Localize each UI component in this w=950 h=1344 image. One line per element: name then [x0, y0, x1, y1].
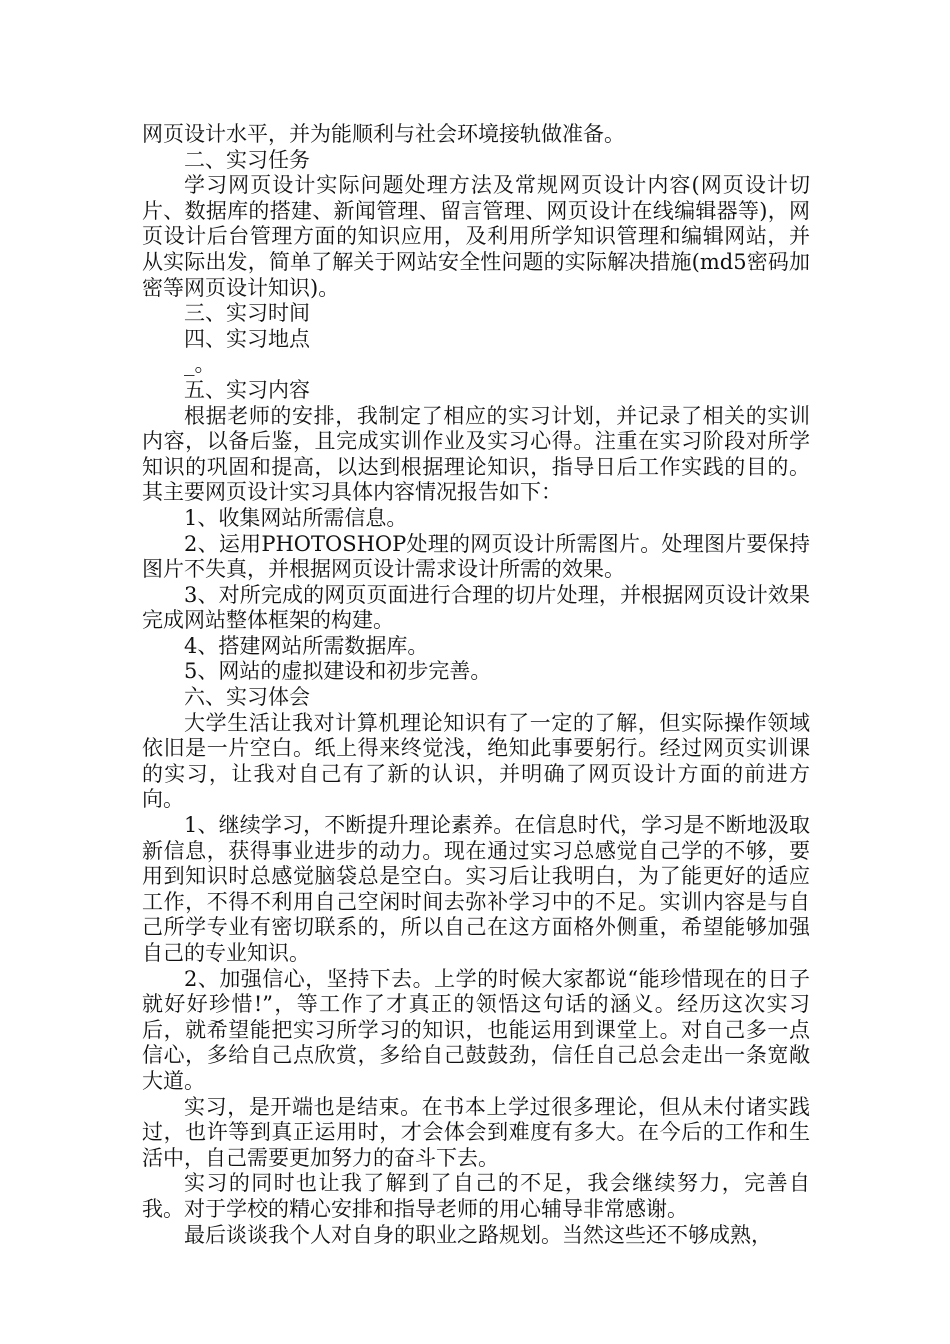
- list-item-1: 1、收集网站所需信息。: [184, 505, 408, 530]
- paragraph-content: 根据老师的安排，我制定了相应的实习计划，并记录了相关的实训内容，以备后鉴，且完成实训作业及实习心得。注重在实习阶段对所学知识的巩固和提高，以达到根据理论知识，指导日后工作实践的目的。其主要网页设计实习具体内容情况报告如下：: [142, 403, 810, 505]
- list-item-2: 2、运用PHOTOSHOP处理的网页设计所需图片。处理图片要保持图片不失真，并根据网页设计需求设计所需的效果。: [142, 531, 810, 582]
- paragraph-task: 学习网页设计实际问题处理方法及常规网页设计内容(网页设计切片、数据库的搭建、新闻管理、留言管理、网页设计在线编辑器等)，网页设计后台管理方面的知识应用，及利用所学知识管理和编辑网站，并从实际出发，简单了解关于网站安全性问题的实际解决措施(md5密码加密等网页设计知识)。: [142, 173, 810, 300]
- list-item-5: 5、网站的虚拟建设和初步完善。: [184, 659, 492, 684]
- section-heading-time: 三、实习时间: [184, 301, 310, 326]
- list-item-3: 3、对所完成的网页页面进行合理的切片处理，并根据网页设计效果完成网站整体框架的构建。: [142, 582, 810, 633]
- paragraph-experience-point-2: 2、加强信心，坚持下去。上学的时候大家都说“能珍惜现在的日子就好好珍惜!”，等工作了才真正的领悟这句话的涵义。经历这次实习后，就希望能把实习所学习的知识，也能运用到课堂上。对自己多一点信心，多给自己点欣赏，多给自己鼓鼓劲，信任自己总会走出一条宽敞大道。: [142, 966, 810, 1093]
- section-heading-content: 五、实习内容: [184, 377, 310, 402]
- section-heading-experience: 六、实习体会: [184, 685, 310, 710]
- paragraph-career-plan: 最后谈谈我个人对自身的职业之路规划。当然这些还不够成熟，: [184, 1222, 772, 1247]
- paragraph-experience-point-1: 1、继续学习，不断提升理论素养。在信息时代，学习是不断地汲取新信息，获得事业进步的动力。现在通过实习总感觉自己学的不够，要用到知识时总感觉脑袋总是空白。实习后让我明白，为了能更好的适应工作，不得不利用自己空闲时间去弥补学习中的不足。实训内容是与自己所学专业有密切联系的，所以自己在这方面格外侧重，希望能够加强自己的专业知识。: [142, 813, 810, 965]
- document-body: [142, 122, 810, 1248]
- paragraph-location: _。: [184, 352, 216, 377]
- paragraph-intro-continuation: 网页设计水平，并为能顺利与社会环境接轨做准备。: [142, 122, 625, 146]
- list-item-4: 4、搭建网站所需数据库。: [184, 633, 429, 658]
- paragraph-thanks: 实习的同时也让我了解到了自己的不足，我会继续努力，完善自我。对于学校的精心安排和指导老师的用心辅导非常感谢。: [142, 1171, 810, 1221]
- paragraph-experience: 大学生活让我对计算机理论知识有了一定的了解，但实际操作领域依旧是一片空白。纸上得来终觉浅，绝知此事要躬行。经过网页实训课的实习，让我对自己有了新的认识，并明确了网页设计方面的前进方向。: [142, 710, 810, 812]
- section-heading-location: 四、实习地点: [184, 326, 310, 351]
- section-heading-task: 二、实习任务: [184, 147, 310, 172]
- paragraph-reflection: 实习，是开端也是结束。在书本上学过很多理论，但从未付诸实践过，也许等到真正运用时，才会体会到难度有多大。在今后的工作和生活中，自己需要更加努力的奋斗下去。: [142, 1094, 810, 1170]
